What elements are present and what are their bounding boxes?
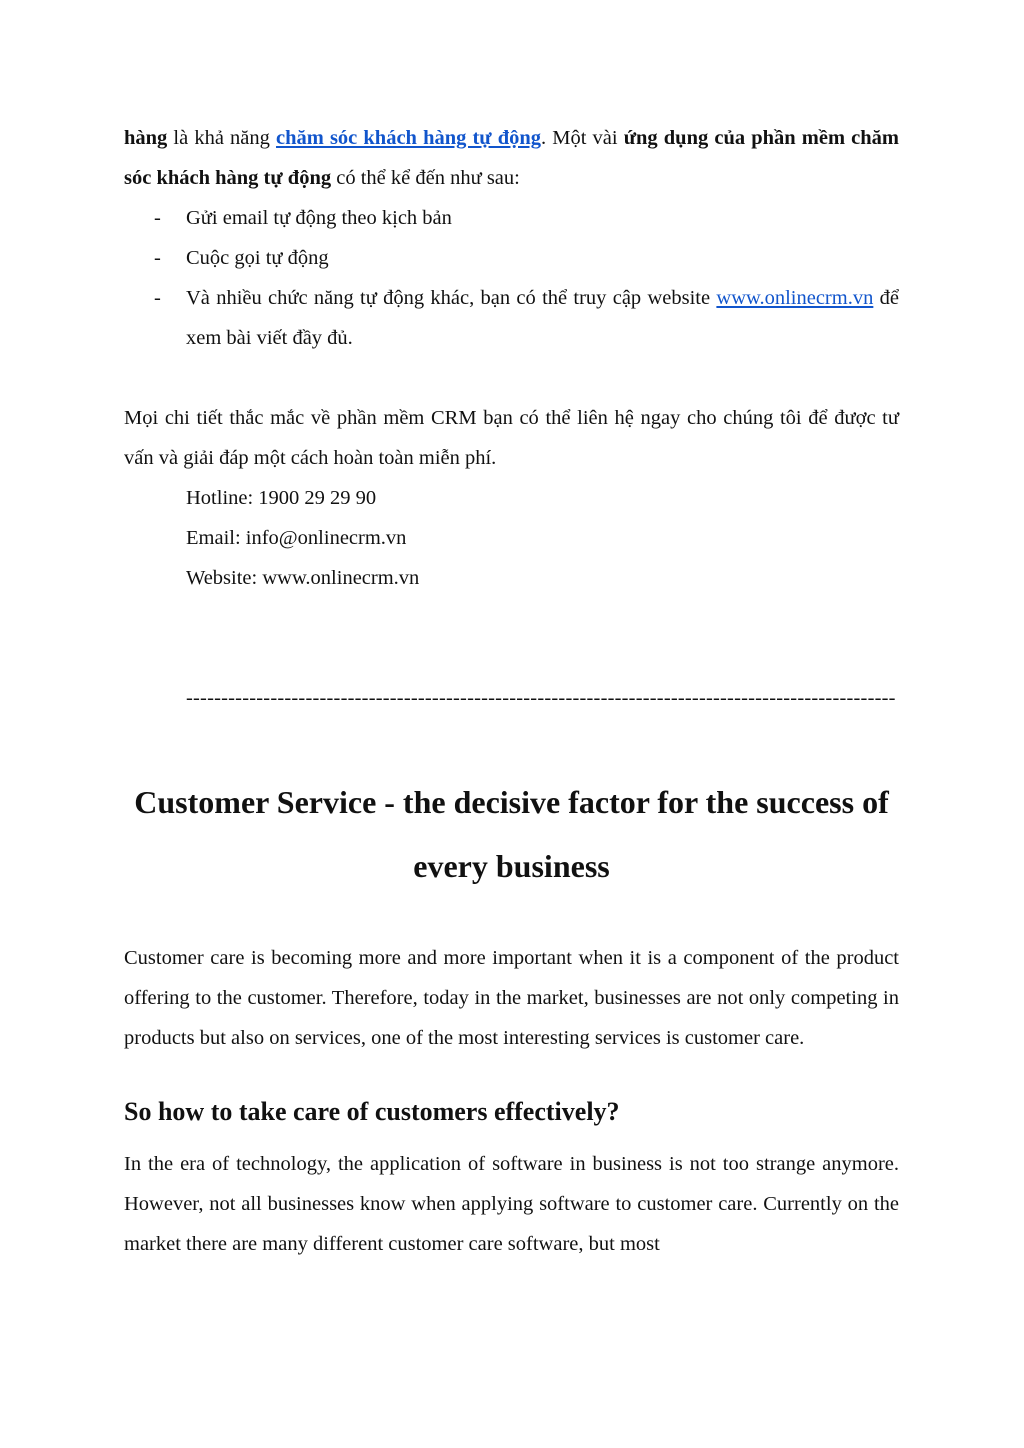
list-item-text: Gửi email tự động theo kịch bản: [186, 207, 452, 229]
dash-bullet: -: [154, 207, 161, 229]
intro-bold-4: ứng dụng của phần mềm chăm sóc khách hàng tự động: [124, 127, 899, 189]
dash-bullet: -: [154, 287, 161, 309]
website-link[interactable]: www.onlinecrm.vn: [716, 287, 874, 309]
page-title: Customer Service - the decisive factor for the success of every business: [134, 784, 889, 884]
auto-care-link[interactable]: chăm sóc khách hàng tự động: [276, 127, 542, 149]
list-item-text: Và nhiều chức năng tự động khác, bạn có thể truy cập website: [186, 287, 717, 309]
list-item: [124, 238, 899, 278]
dash-bullet: -: [154, 247, 161, 269]
feature-list: [124, 198, 899, 358]
list-item-text: Cuộc gọi tự động: [186, 247, 329, 269]
intro-text-2: là khả năng: [167, 127, 277, 149]
list-item: [124, 278, 899, 358]
document-page: [124, 118, 899, 1264]
section-heading: So how to take care of customers effectively?: [124, 1097, 620, 1126]
intro-paragraph: [124, 118, 899, 198]
intro-text-3: . Một vài: [541, 127, 624, 149]
contact-website: Website: www.onlinecrm.vn: [186, 567, 420, 589]
body-paragraph-1: Customer care is becoming more and more important when it is a component of the product offering to the customer. Therefore, today in the market, businesses are not only competing in products but also on services, one of the most interesting services is customer care.: [124, 947, 899, 1049]
body-paragraph-2: In the era of technology, the application of software in business is not too strange anymore. However, not all businesses know when applying software to customer care. Currently on the market there are many different customer care software, but most: [124, 1153, 899, 1255]
list-item-tail: để xem bài viết đầy đủ.: [186, 287, 899, 349]
list-item: [124, 198, 899, 238]
contact-email: Email: info@onlinecrm.vn: [186, 527, 407, 549]
intro-bold-1: hàng: [124, 127, 168, 149]
intro-text-5: có thể kể đến như sau:: [331, 167, 520, 189]
contact-intro-paragraph: Mọi chi tiết thắc mắc về phần mềm CRM bạn có thể liên hệ ngay cho chúng tôi để được tư vấn và giải đáp một cách hoàn toàn miễn phí.: [124, 407, 899, 469]
contact-hotline: Hotline: 1900 29 29 90: [186, 487, 377, 509]
separator-line: -----------------------------------------------------------------------------------------------------: [186, 687, 896, 709]
